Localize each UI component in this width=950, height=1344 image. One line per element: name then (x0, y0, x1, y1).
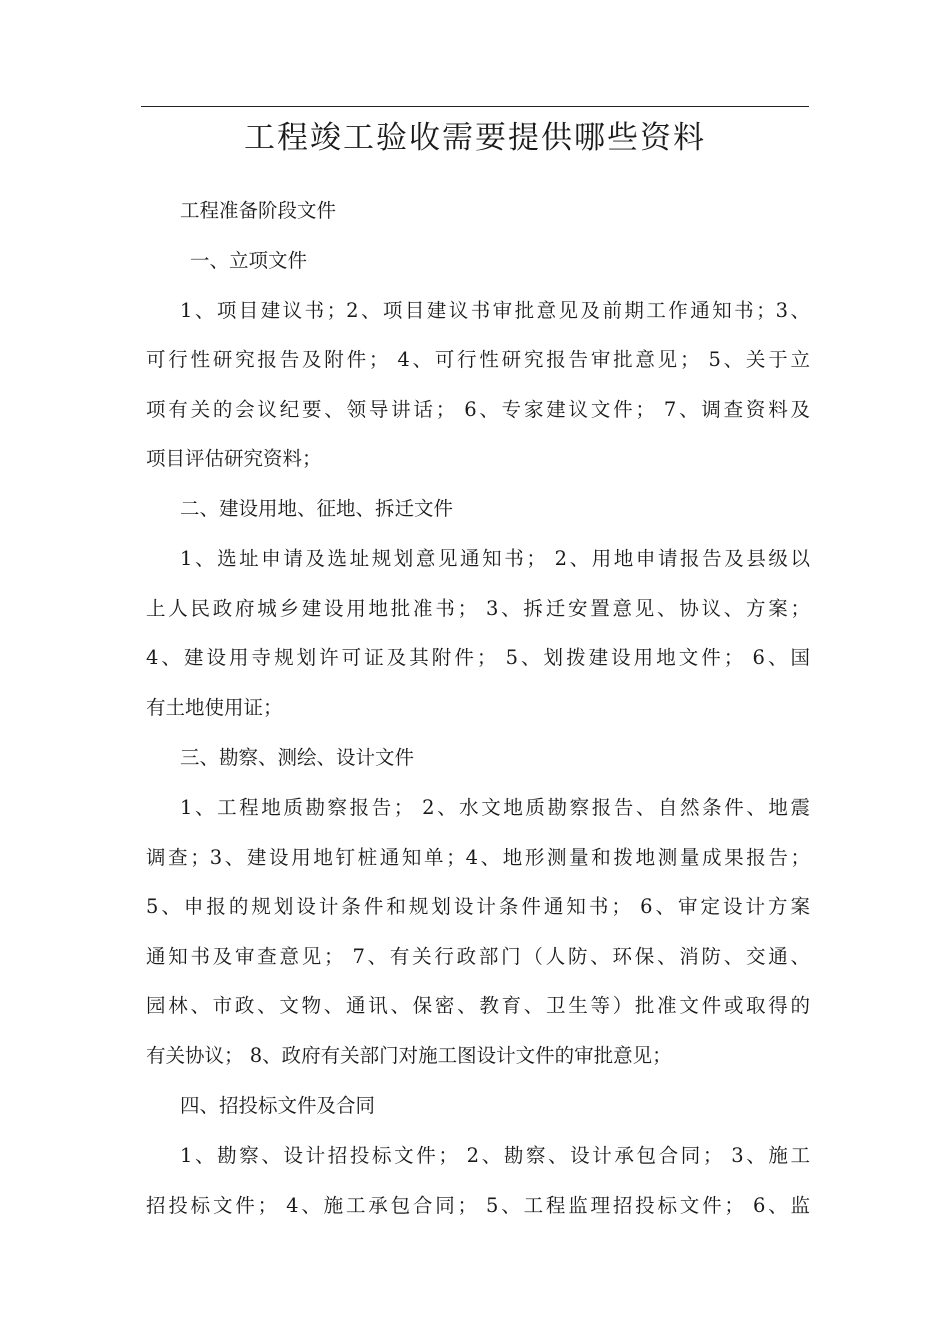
paragraph-line: 1、勘察、设计招投标文件； 2、勘察、设计承包合同； 3、施工 (180, 1144, 810, 1167)
paragraph-line: 有土地使用证； (146, 696, 283, 719)
subsection-heading: 一、立项文件 (190, 249, 308, 272)
paragraph-line: 调查；3、建设用地钉桩通知单；4、地形测量和拨地测量成果报告； (146, 846, 810, 869)
paragraph-line: 通知书及审查意见； 7、有关行政部门（人防、环保、消防、交通、 (146, 945, 810, 968)
paragraph-line: 4、建设用寺规划许可证及其附件； 5、划拨建设用地文件； 6、国 (146, 646, 810, 669)
paragraph-line: 1、选址申请及选址规划意见通知书； 2、用地申请报告及县级以 (180, 547, 810, 570)
header-rule (141, 106, 809, 107)
paragraph-line: 上人民政府城乡建设用地批准书； 3、拆迁安置意见、协议、方案； (146, 597, 810, 620)
paragraph-line: 5、申报的规划设计条件和规划设计条件通知书； 6、审定设计方案 (146, 895, 810, 918)
paragraph-line: 招投标文件； 4、施工承包合同； 5、工程监理招投标文件； 6、监 (146, 1194, 810, 1217)
subsection-heading: 三、勘察、测绘、设计文件 (180, 746, 415, 769)
subsection-heading: 二、建设用地、征地、拆迁文件 (180, 497, 454, 520)
paragraph-line: 1、项目建议书；2、项目建议书审批意见及前期工作通知书；3、 (180, 299, 810, 322)
paragraph-line: 可行性研究报告及附件； 4、可行性研究报告审批意见； 5、关于立 (146, 348, 810, 371)
section-heading: 工程准备阶段文件 (180, 199, 337, 222)
paragraph-line: 项有关的会议纪要、领导讲话； 6、专家建议文件； 7、调查资料及 (146, 398, 810, 421)
paragraph-line: 1、工程地质勘察报告； 2、水文地质勘察报告、自然条件、地震 (180, 796, 810, 819)
paragraph-line: 项目评估研究资料； (146, 447, 322, 470)
paragraph-line: 园林、市政、文物、通讯、保密、教育、卫生等）批准文件或取得的 (146, 994, 810, 1017)
paragraph-line: 有关协议； 8、政府有关部门对施工图设计文件的审批意见； (146, 1044, 672, 1067)
subsection-heading: 四、招投标文件及合同 (180, 1094, 376, 1117)
document-title: 工程竣工验收需要提供哪些资料 (244, 120, 706, 156)
